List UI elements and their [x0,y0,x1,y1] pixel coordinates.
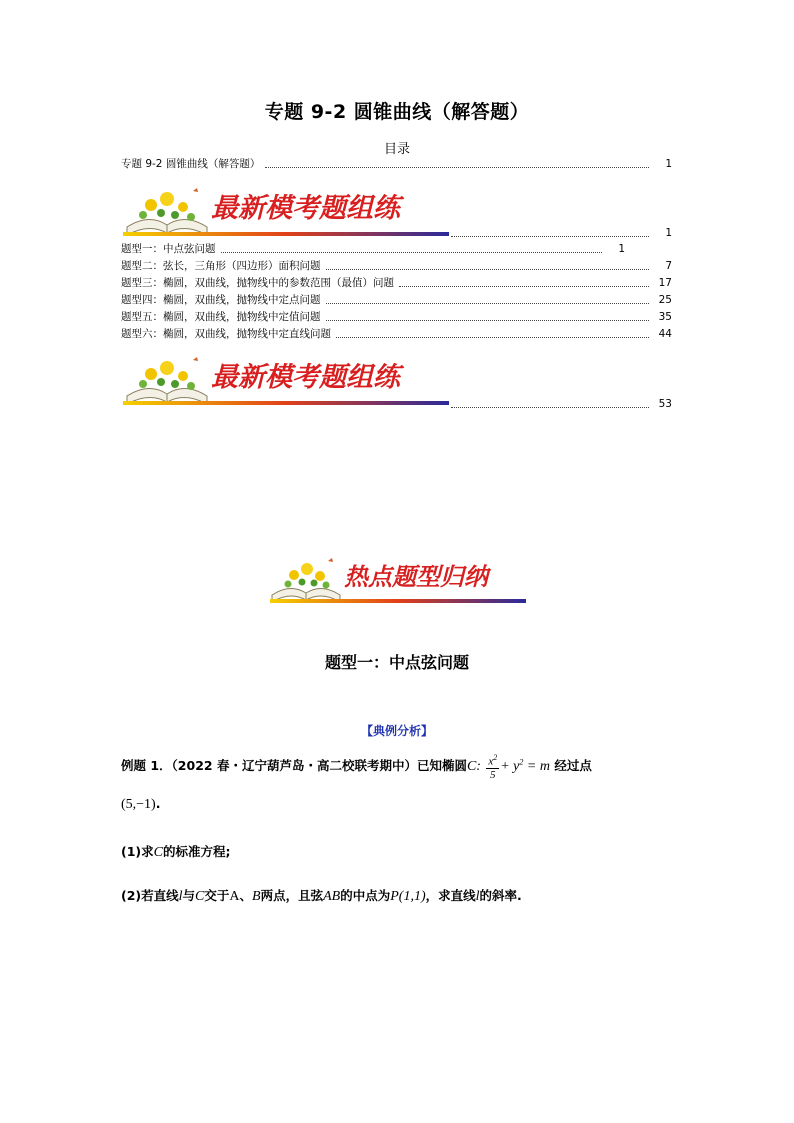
point: (5,−1) [121,797,156,812]
passes-text: 经过点 [554,757,592,773]
frac-num-exp: 2 [493,753,498,762]
toc-leader [221,251,603,253]
q1-var: C [153,845,163,860]
toc-entry-label: 题型五：椭圆，双曲线，抛物线中定值问题 [121,311,321,323]
toc-leader [326,319,650,321]
toc-entry[interactable] [121,259,672,273]
toc-entry[interactable] [121,327,672,341]
q2-B: B [252,889,261,904]
toc-entry[interactable] [121,293,672,307]
toc-entry[interactable] [121,242,625,256]
q2-A: A [229,889,240,904]
q1-suffix: 的标准方程; [162,844,231,859]
example-tag: 【典例分析】 [360,724,433,738]
toc-leader [265,166,649,168]
toc-entry[interactable] [121,226,672,240]
fraction [486,752,499,781]
toc-entry-page: 17 [658,277,672,289]
open-book-icon [272,558,340,602]
toc-entry[interactable] [121,397,672,411]
q2-a: (2)若直线 [121,888,179,903]
q2-i: 的斜率. [479,888,522,903]
example-point-line [121,796,160,813]
toc-entry-label: 题型六：椭圆，双曲线，抛物线中定直线问题 [121,328,331,340]
example-intro-line [121,752,592,781]
banner-latest-exam-text: 最新模考题组练 [211,362,400,393]
curve-name: C [466,758,477,774]
plus-term: + y [500,758,520,774]
toc-entry-label: 题型一：中点弦问题 [121,243,216,255]
question-2 [121,886,522,905]
toc-entry-page: 25 [658,294,672,306]
example-intro: 例题 1．（2022 春・辽宁葫芦岛・高二校联考期中）已知椭圆 [121,757,467,773]
q2-c: C [195,889,205,904]
banner-hot-types [268,555,528,607]
toc-entry[interactable] [121,310,672,324]
toc-entry[interactable] [121,276,672,290]
q2-f: 两点，且弦 [260,888,324,903]
banner-hot-types-text: 热点题型归纳 [344,562,488,591]
toc-entry-page: 53 [658,398,672,410]
toc-leader [336,336,649,338]
banner-latest-exam-text: 最新模考题组练 [211,193,400,224]
toc-entry-label: 题型二：弦长，三角形（四边形）面积问题 [121,260,321,272]
q2-l2: l [475,889,480,904]
toc-entry-page: 1 [665,227,672,239]
toc-entry-label: 题型四：椭圆，双曲线，抛物线中定点问题 [121,294,321,306]
frac-num: x [488,755,494,768]
q2-e: 、 [239,888,253,903]
toc-entry-page: 7 [665,260,672,272]
toc-entry-page: 35 [658,311,672,323]
q2-l: l [178,889,183,904]
q1-prefix: (1)求 [121,844,154,859]
toc-entry-page: 1 [665,158,672,170]
q2-h: ，求直线 [425,888,476,903]
plus-exp: 2 [519,757,524,767]
q2-AB: AB [323,889,341,904]
toc-leader [451,235,649,237]
colon: : [476,758,481,774]
frac-den: 5 [490,768,496,781]
q2-d: 交于 [204,888,230,903]
toc-leader [326,268,650,270]
toc-entry-label: 题型三：椭圆，双曲线，抛物线中的参数范围（最值）问题 [121,277,394,289]
document-title: 专题 9-2 圆锥曲线（解答题） [264,101,530,123]
toc-leader [326,302,650,304]
toc-entry-label: 专题 9-2 圆锥曲线（解答题） [121,158,261,170]
toc-leader [451,406,649,408]
question-1 [121,842,230,861]
q2-b: 与 [182,888,196,903]
period: . [155,796,161,811]
toc-entry-page: 1 [618,243,625,255]
toc-heading: 目录 [383,142,410,157]
equals-term: = m [523,758,550,774]
q2-g: 的中点为 [340,888,391,903]
q2-P: P(1,1) [390,889,426,904]
section-title: 题型一：中点弦问题 [324,653,469,672]
toc-leader [399,285,649,287]
toc-entry-page: 44 [658,328,672,340]
toc-entry[interactable] [121,157,672,171]
